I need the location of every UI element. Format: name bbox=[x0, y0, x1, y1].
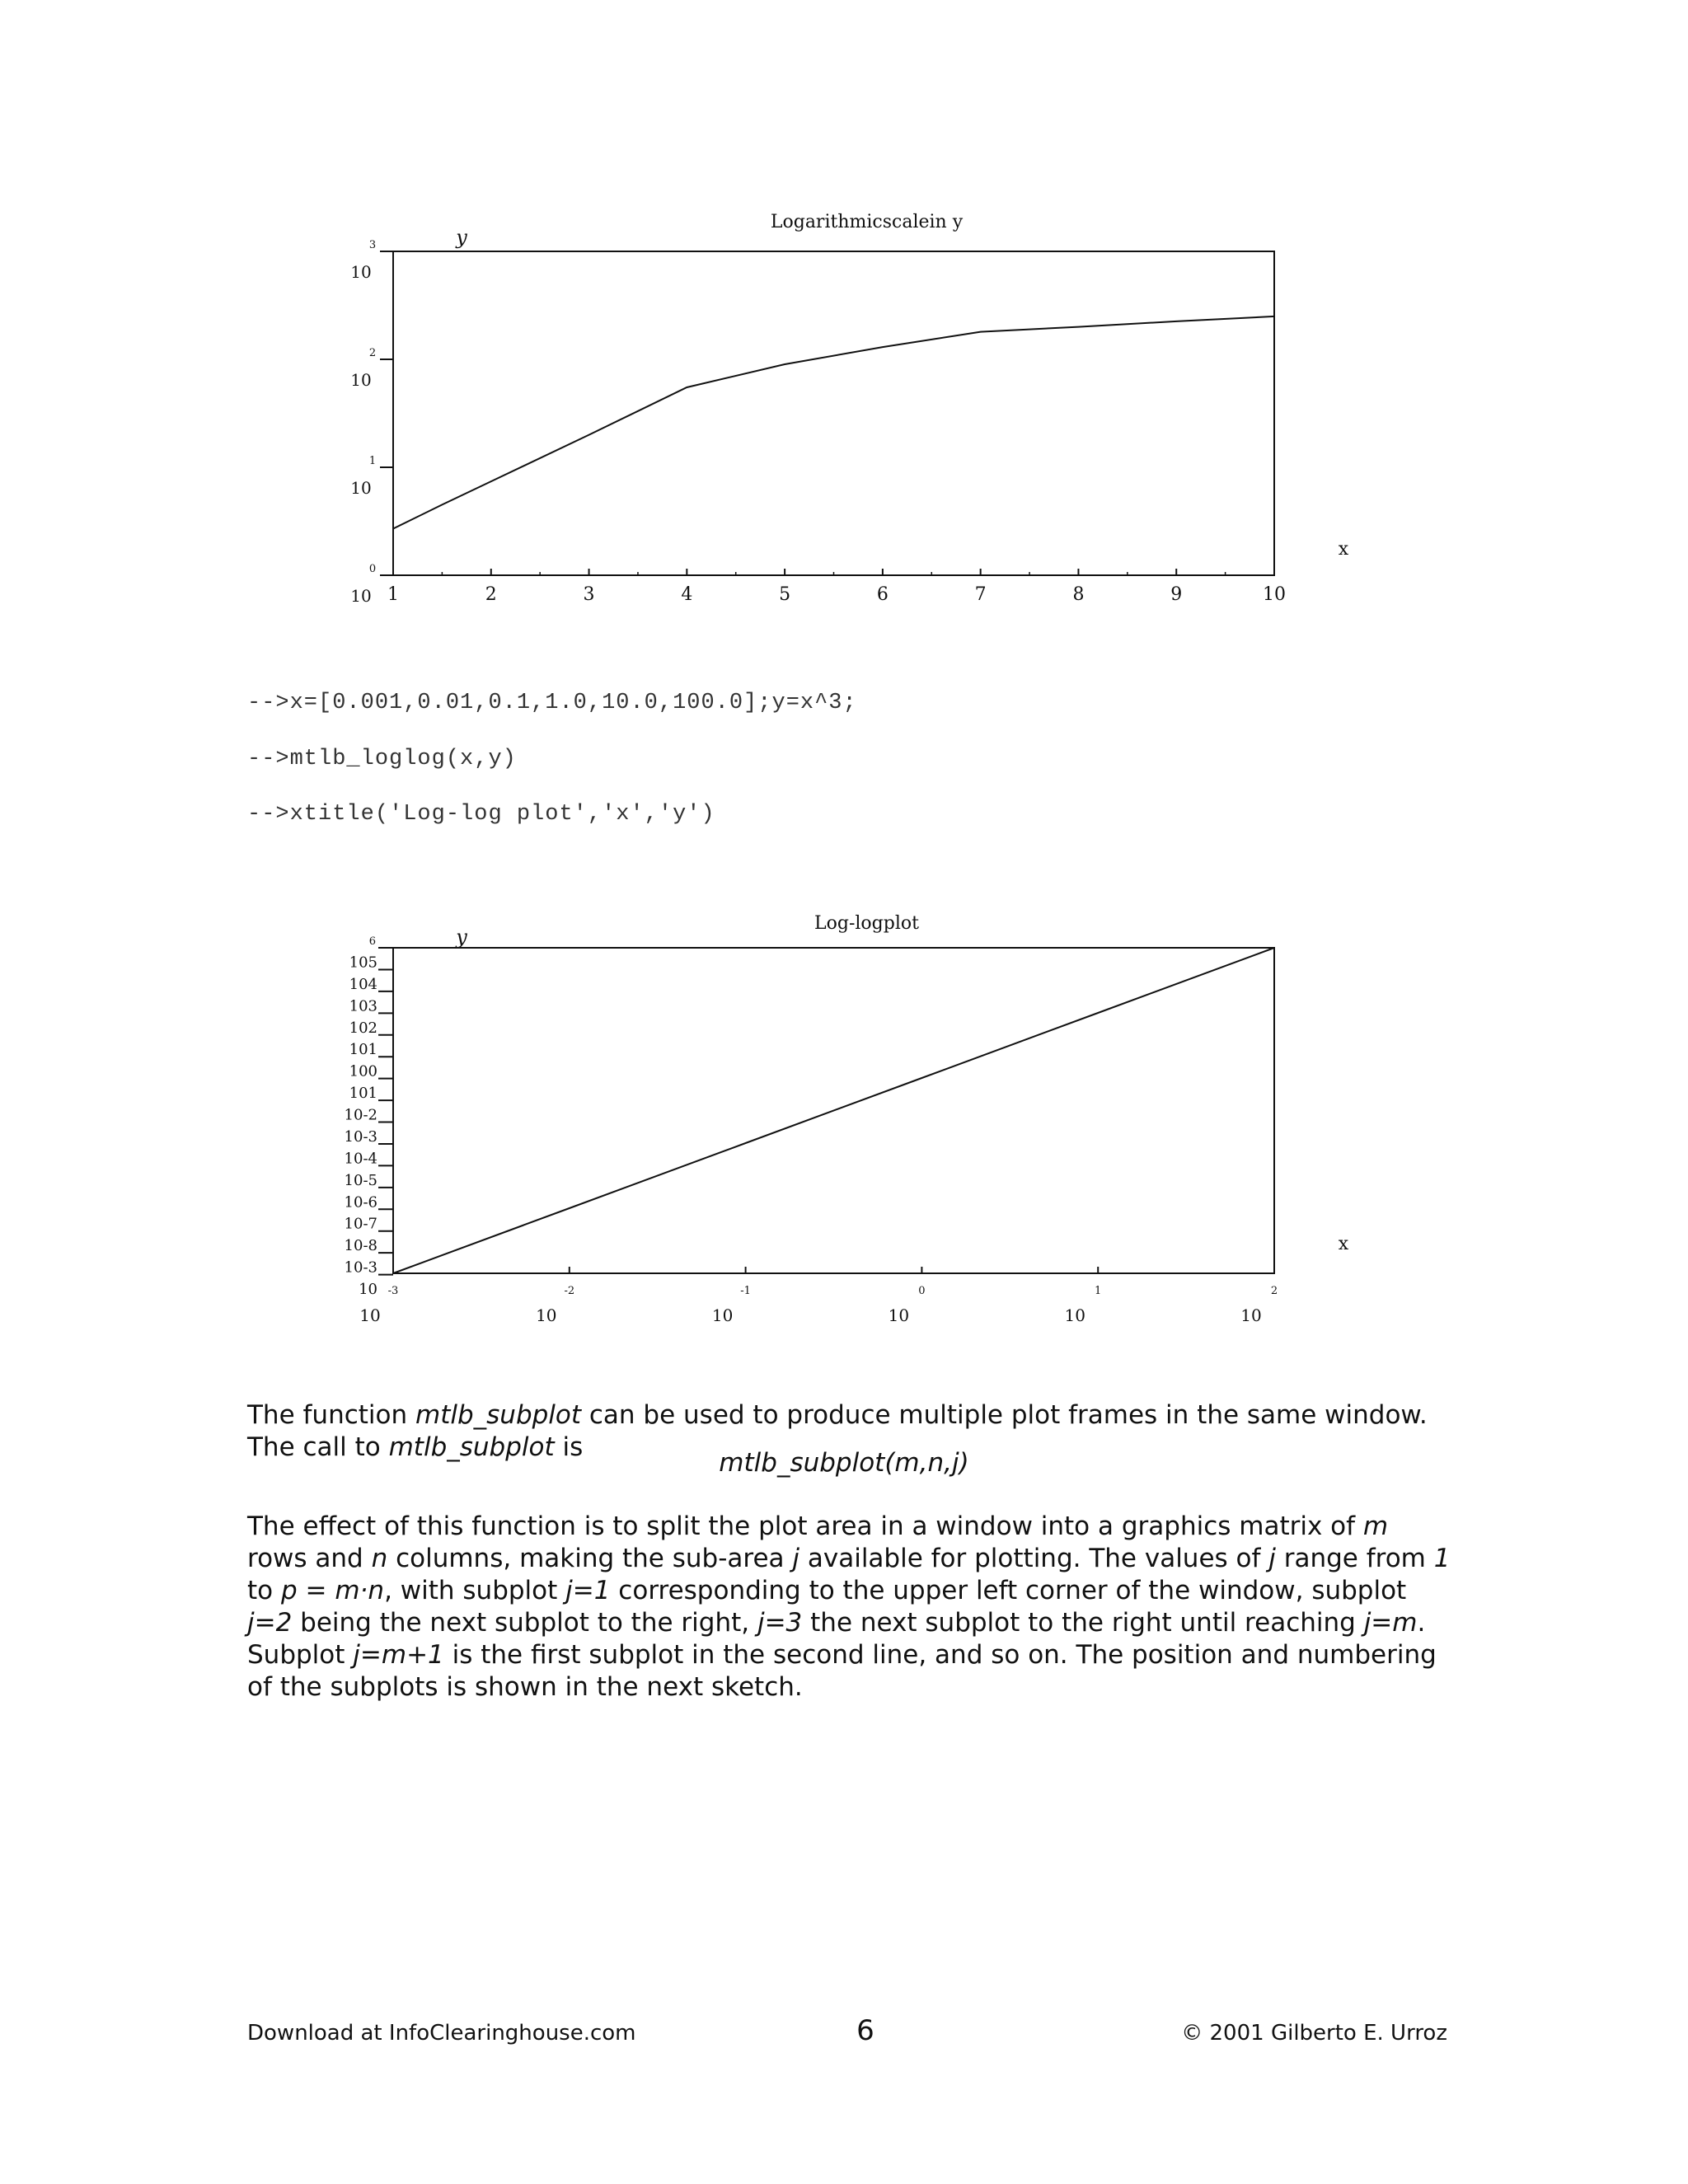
chart-title: Log-logplot bbox=[814, 913, 919, 934]
y-tick-label-exponent: 0 bbox=[368, 563, 377, 575]
y-axis-label: y bbox=[456, 926, 467, 949]
x-tick-label-base: 10 bbox=[536, 1305, 557, 1325]
page-number: 6 bbox=[856, 2014, 874, 2047]
y-tick-label-base: 10 bbox=[350, 262, 372, 282]
x-tick-label-base: 10 bbox=[1240, 1305, 1262, 1325]
y-tick-label: 10-4 bbox=[344, 1150, 377, 1168]
plot-frame bbox=[393, 251, 1274, 575]
var-n: n bbox=[371, 1544, 388, 1573]
y-tick-label: 10-3 bbox=[344, 1258, 377, 1277]
y-tick-label-base: 10 bbox=[350, 370, 372, 390]
paragraph-subplot-effect bbox=[247, 1511, 1451, 1704]
x-tick-label-exponent: 0 bbox=[918, 1285, 926, 1297]
y-tick-label: 102 bbox=[349, 1019, 377, 1037]
var-j2: j=2 bbox=[247, 1608, 293, 1638]
y-tick-label: 105 bbox=[349, 954, 377, 972]
var-mn: m·n bbox=[335, 1576, 385, 1605]
x-tick-label-exponent: 2 bbox=[1270, 1285, 1278, 1297]
x-tick-label-base: 10 bbox=[888, 1305, 910, 1325]
text: rows and bbox=[247, 1544, 372, 1573]
plot-log-y bbox=[0, 198, 1688, 626]
text: The effect of this function is to split the plot area in a window into a graphics matrix of bbox=[247, 1511, 1363, 1541]
plot-log-log-svg bbox=[0, 902, 1688, 1347]
var-one: 1 bbox=[1433, 1544, 1451, 1573]
text: . Subplot bbox=[247, 1608, 1426, 1670]
plot-log-y-svg bbox=[0, 198, 1688, 626]
x-tick-label-exponent: -3 bbox=[387, 1285, 399, 1297]
x-tick-label-exponent: 1 bbox=[1095, 1285, 1102, 1297]
text: is bbox=[554, 1432, 584, 1462]
text: available for plotting. The values of bbox=[799, 1544, 1269, 1573]
var-m: m bbox=[1362, 1511, 1389, 1541]
text: being the next subplot to the right, bbox=[292, 1608, 757, 1638]
y-tick-label-base: 10 bbox=[350, 586, 372, 606]
text: The function bbox=[247, 1400, 415, 1430]
code-line-2: -->mtlb_loglog(x,y) bbox=[247, 747, 517, 771]
x-tick-label: 4 bbox=[681, 584, 693, 605]
var-j1: j=1 bbox=[565, 1576, 611, 1605]
series-line bbox=[393, 948, 1274, 1273]
x-tick-label: 3 bbox=[583, 584, 595, 605]
var-jm1: j=m+1 bbox=[353, 1640, 444, 1670]
text: the next subplot to the right until reaching bbox=[802, 1608, 1364, 1638]
y-tick-label: 10-7 bbox=[344, 1215, 377, 1233]
x-axis-label: x bbox=[1338, 1234, 1349, 1254]
x-tick-label: 10 bbox=[1263, 584, 1286, 605]
var-j: j bbox=[1268, 1544, 1276, 1573]
text: columns, making the sub-area bbox=[387, 1544, 793, 1573]
x-tick-label-exponent: -2 bbox=[564, 1285, 575, 1297]
function-name: mtlb_subplot bbox=[388, 1432, 555, 1462]
text: range from bbox=[1275, 1544, 1434, 1573]
text: can be used to produce multiple plot frames in the same window. The call to bbox=[247, 1400, 1428, 1462]
x-tick-label: 6 bbox=[876, 584, 889, 605]
y-tick-label: 10-3 bbox=[344, 1127, 377, 1146]
x-tick-label: 9 bbox=[1170, 584, 1183, 605]
x-tick-label: 2 bbox=[485, 584, 497, 605]
plot-log-log bbox=[0, 902, 1688, 1347]
var-jm: j=m bbox=[1363, 1608, 1418, 1638]
code-line-3: -->xtitle('Log-log plot','x','y') bbox=[247, 802, 715, 827]
y-tick-label-exponent: 2 bbox=[368, 347, 377, 359]
y-tick-label: 10 bbox=[359, 1281, 377, 1298]
footer-source: Download at InfoClearinghouse.com bbox=[247, 2021, 636, 2046]
code-line-1: -->x=[0.001,0.01,0.1,1.0,10.0,100.0];y=x^3; bbox=[247, 691, 857, 715]
formula: mtlb_subplot(m,n,j) bbox=[719, 1448, 969, 1478]
y-axis-label: y bbox=[456, 226, 467, 249]
function-name: mtlb_subplot bbox=[415, 1400, 582, 1430]
y-tick-label: 10-5 bbox=[344, 1171, 377, 1189]
x-tick-label-base: 10 bbox=[359, 1305, 381, 1325]
y-tick-label: 101 bbox=[349, 1041, 377, 1059]
x-tick-label-base: 10 bbox=[1064, 1305, 1085, 1325]
text: to bbox=[247, 1576, 281, 1605]
y-tick-label: 10-6 bbox=[344, 1193, 377, 1212]
y-tick-label: 10-8 bbox=[344, 1237, 377, 1255]
x-tick-label-base: 10 bbox=[711, 1305, 734, 1325]
text: is the first subplot in the second line, and so on. The position and numbering of the subplots is shown in the next sketch. bbox=[247, 1640, 1437, 1702]
y-tick-label: 6 bbox=[368, 935, 376, 948]
x-tick-label: 7 bbox=[974, 584, 987, 605]
y-tick-label: 100 bbox=[349, 1062, 377, 1080]
footer-copyright: © 2001 Gilberto E. Urroz bbox=[1181, 2021, 1447, 2046]
x-tick-label: 5 bbox=[779, 584, 791, 605]
x-tick-label: 1 bbox=[387, 584, 399, 605]
y-tick-label: 103 bbox=[349, 997, 377, 1015]
text: = bbox=[297, 1576, 335, 1605]
y-tick-label: 101 bbox=[349, 1085, 377, 1103]
x-axis-label: x bbox=[1338, 539, 1349, 560]
text: corresponding to the upper left corner of the window, subplot bbox=[610, 1576, 1407, 1605]
chart-title: Logarithmicscalein y bbox=[770, 212, 964, 232]
x-tick-label-exponent: -1 bbox=[740, 1285, 751, 1297]
var-p: p bbox=[280, 1576, 298, 1605]
y-tick-label-base: 10 bbox=[350, 478, 372, 498]
var-j3: j=3 bbox=[757, 1608, 803, 1638]
y-tick-label: 10-2 bbox=[344, 1106, 377, 1124]
y-tick-label: 104 bbox=[349, 975, 377, 993]
text: , with subplot bbox=[384, 1576, 566, 1605]
y-tick-label-exponent: 1 bbox=[368, 455, 377, 467]
x-tick-label: 8 bbox=[1072, 584, 1085, 605]
y-tick-label-exponent: 3 bbox=[368, 239, 377, 251]
var-j: j bbox=[792, 1544, 800, 1573]
series-line bbox=[393, 316, 1274, 529]
